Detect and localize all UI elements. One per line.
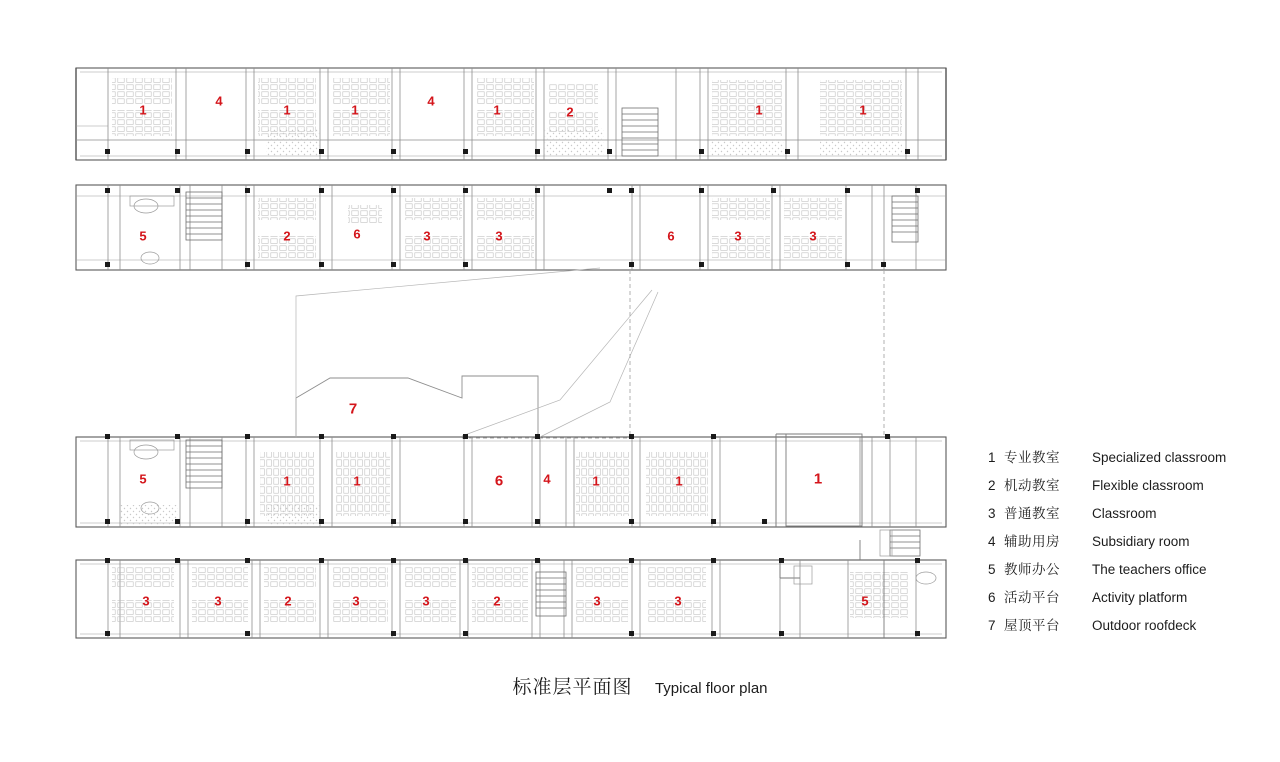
room-label: 4	[215, 93, 223, 109]
room-label: 1	[351, 102, 359, 118]
legend-label-cn: 屋顶平台	[1004, 618, 1060, 633]
legend-label-en: Classroom	[1092, 506, 1157, 521]
room-label: 1	[353, 473, 361, 489]
legend-number: 2	[988, 478, 996, 493]
legend-item	[988, 530, 1278, 558]
room-label: 3	[142, 593, 150, 609]
room-label: 2	[493, 593, 501, 609]
legend-item	[988, 558, 1278, 586]
legend-number: 3	[988, 506, 996, 521]
legend-item	[988, 446, 1278, 474]
legend-number: 4	[988, 534, 996, 549]
room-label: 3	[674, 593, 682, 609]
legend-label-en: Subsidiary room	[1092, 534, 1190, 549]
room-label: 1	[139, 102, 147, 118]
legend-item	[988, 502, 1278, 530]
structural-columns	[105, 149, 920, 636]
caption-cn: 标准层平面图	[512, 677, 633, 698]
room-label: 1	[283, 473, 291, 489]
room-label: 3	[422, 593, 430, 609]
room-label: 4	[543, 471, 551, 487]
room-label: 2	[283, 228, 291, 244]
room-label: 1	[675, 473, 683, 489]
legend-number: 5	[988, 562, 996, 577]
legend-number: 6	[988, 590, 996, 605]
room-label: 1	[493, 102, 501, 118]
caption-en: Typical floor plan	[654, 680, 768, 697]
legend-label-cn: 活动平台	[1004, 590, 1060, 605]
room-label: 3	[423, 228, 431, 244]
room-label: 6	[667, 228, 675, 244]
room-label: 3	[352, 593, 360, 609]
legend-label-en: Outdoor roofdeck	[1092, 618, 1197, 633]
legend-item	[988, 474, 1278, 502]
legend-label-cn: 专业教室	[1004, 450, 1060, 465]
room-label: 3	[734, 228, 742, 244]
room-label: 6	[494, 472, 504, 490]
legend	[988, 446, 1278, 642]
legend-label-en: Activity platform	[1092, 590, 1188, 605]
room-label: 6	[353, 226, 361, 242]
legend-item	[988, 614, 1278, 642]
legend-label-cn: 普通教室	[1004, 506, 1060, 521]
room-label: 3	[214, 593, 222, 609]
room-label: 3	[809, 228, 817, 244]
legend-number: 7	[988, 618, 996, 633]
building-outline	[76, 68, 946, 638]
figure-caption	[0, 672, 1280, 699]
room-label: 2	[566, 104, 574, 120]
paved-zones	[120, 128, 902, 525]
legend-item	[988, 586, 1278, 614]
legend-label-en: Specialized classroom	[1092, 450, 1227, 465]
legend-label-cn: 教师办公	[1004, 562, 1060, 577]
room-label: 5	[139, 471, 147, 487]
room-label: 5	[861, 593, 869, 609]
legend-label-cn: 辅助用房	[1004, 534, 1060, 549]
legend-label-en: The teachers office	[1092, 562, 1207, 577]
room-label: 3	[495, 228, 503, 244]
room-label: 1	[755, 102, 763, 118]
room-label: 2	[284, 593, 292, 609]
room-label: 7	[348, 400, 358, 418]
room-label: 5	[139, 228, 147, 244]
room-label: 1	[283, 102, 291, 118]
room-label: 1	[859, 102, 867, 118]
room-label: 1	[592, 473, 600, 489]
room-label: 3	[593, 593, 601, 609]
legend-label-cn: 机动教室	[1004, 478, 1060, 493]
legend-label-en: Flexible classroom	[1092, 478, 1204, 493]
room-label: 1	[813, 470, 823, 488]
room-label: 4	[427, 93, 435, 109]
legend-number: 1	[988, 450, 996, 465]
